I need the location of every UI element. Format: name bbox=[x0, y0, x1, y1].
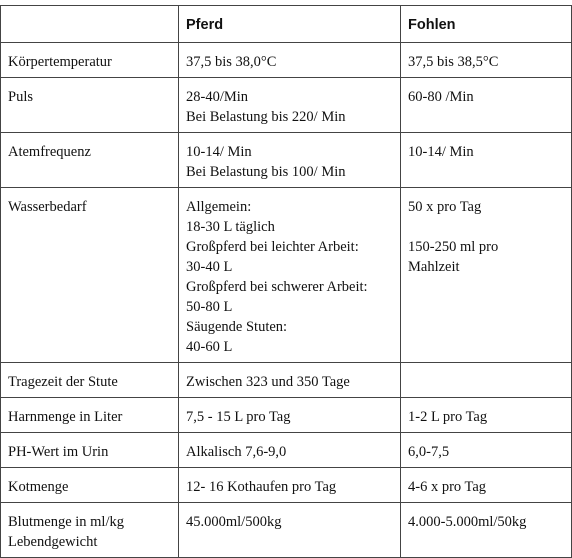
row-label-cell bbox=[1, 363, 179, 398]
cell-text-line bbox=[408, 217, 564, 237]
cell-text-line: 10-14/ Min bbox=[408, 144, 474, 160]
header-pferd: Pferd bbox=[179, 6, 401, 43]
cell-text-line: Bei Belastung bis 220/ Min bbox=[186, 109, 346, 125]
row-label-cell bbox=[1, 133, 179, 188]
cell-text-line: 4-6 x pro Tag bbox=[408, 479, 487, 495]
cell-text-line: 30-40 L bbox=[186, 259, 233, 275]
cell-text-line: Zwischen 323 und 350 Tage bbox=[186, 374, 350, 390]
cell-text-line: PH-Wert im Urin bbox=[8, 444, 109, 460]
cell-text-line: 50 x pro Tag bbox=[408, 199, 482, 215]
pferd-value-cell bbox=[179, 188, 401, 363]
cell-text-line: 45.000ml/500kg bbox=[186, 514, 282, 530]
cell-text-line: 18-30 L täglich bbox=[186, 219, 275, 235]
cell-text-line: Lebendgewicht bbox=[8, 534, 98, 550]
row-label-cell bbox=[1, 468, 179, 503]
row-label-cell bbox=[1, 78, 179, 133]
pferd-value-cell bbox=[179, 398, 401, 433]
pferd-value-cell bbox=[179, 433, 401, 468]
row-label-cell bbox=[1, 433, 179, 468]
cell-text-line: 50-80 L bbox=[186, 299, 233, 315]
fohlen-value-cell bbox=[401, 43, 572, 78]
fohlen-value-cell bbox=[401, 433, 572, 468]
pferd-value-cell bbox=[179, 468, 401, 503]
cell-text-line: Blutmenge in ml/kg bbox=[8, 514, 124, 530]
pferd-value-cell bbox=[179, 78, 401, 133]
cell-text-line: Wasserbedarf bbox=[8, 199, 87, 215]
pferd-value-cell bbox=[179, 133, 401, 188]
header-fohlen: Fohlen bbox=[401, 6, 572, 43]
cell-text-line: Bei Belastung bis 100/ Min bbox=[186, 164, 346, 180]
table-row bbox=[1, 188, 572, 363]
fohlen-value-cell bbox=[401, 503, 572, 558]
cell-text-line: 150-250 ml pro bbox=[408, 239, 499, 255]
fohlen-value-cell bbox=[401, 398, 572, 433]
row-label-cell bbox=[1, 188, 179, 363]
cell-text-line: Atemfrequenz bbox=[8, 144, 91, 160]
cell-text-line: 28-40/Min bbox=[186, 89, 249, 105]
table-body bbox=[1, 43, 572, 558]
cell-text-line: 37,5 bis 38,0°C bbox=[186, 54, 277, 70]
table-header-row bbox=[1, 6, 572, 43]
cell-text-line: 37,5 bis 38,5°C bbox=[408, 54, 499, 70]
cell-text-line: Säugende Stuten: bbox=[186, 319, 288, 335]
fohlen-value-cell bbox=[401, 78, 572, 133]
header-empty-cell bbox=[1, 6, 179, 43]
table-row bbox=[1, 433, 572, 468]
fohlen-value-cell bbox=[401, 133, 572, 188]
row-label-cell bbox=[1, 503, 179, 558]
table-row bbox=[1, 133, 572, 188]
cell-text-line: 7,5 - 15 L pro Tag bbox=[186, 409, 291, 425]
fohlen-value-cell bbox=[401, 468, 572, 503]
cell-text-line: Allgemein: bbox=[186, 199, 252, 215]
cell-text-line: 4.000-5.000ml/50kg bbox=[408, 514, 527, 530]
horse-vitals-table bbox=[0, 5, 572, 558]
pferd-value-cell bbox=[179, 43, 401, 78]
row-label-cell bbox=[1, 398, 179, 433]
cell-text-line: 12- 16 Kothaufen pro Tag bbox=[186, 479, 337, 495]
table-row bbox=[1, 398, 572, 433]
table-row bbox=[1, 363, 572, 398]
cell-text-line: 1-2 L pro Tag bbox=[408, 409, 488, 425]
table-row bbox=[1, 78, 572, 133]
cell-text-line: 40-60 L bbox=[186, 339, 233, 355]
cell-text-line: Körpertemperatur bbox=[8, 54, 112, 70]
cell-text-line: Großpferd bei schwerer Arbeit: bbox=[186, 279, 368, 295]
cell-text-line: Alkalisch 7,6-9,0 bbox=[186, 444, 287, 460]
cell-text-line: Mahlzeit bbox=[408, 259, 460, 275]
cell-text-line: Kotmenge bbox=[8, 479, 69, 495]
cell-text-line: Tragezeit der Stute bbox=[8, 374, 118, 390]
table-row bbox=[1, 43, 572, 78]
fohlen-value-cell bbox=[401, 188, 572, 363]
cell-text-line: Harnmenge in Liter bbox=[8, 409, 123, 425]
cell-text-line: Großpferd bei leichter Arbeit: bbox=[186, 239, 359, 255]
cell-text-line: 6,0-7,5 bbox=[408, 444, 450, 460]
pferd-value-cell bbox=[179, 503, 401, 558]
row-label-cell bbox=[1, 43, 179, 78]
pferd-value-cell bbox=[179, 363, 401, 398]
table-row bbox=[1, 468, 572, 503]
cell-text-line: 10-14/ Min bbox=[186, 144, 252, 160]
cell-text-line: Puls bbox=[8, 89, 33, 105]
fohlen-value-cell bbox=[401, 363, 572, 398]
cell-text-line: 60-80 /Min bbox=[408, 89, 474, 105]
table-row bbox=[1, 503, 572, 558]
